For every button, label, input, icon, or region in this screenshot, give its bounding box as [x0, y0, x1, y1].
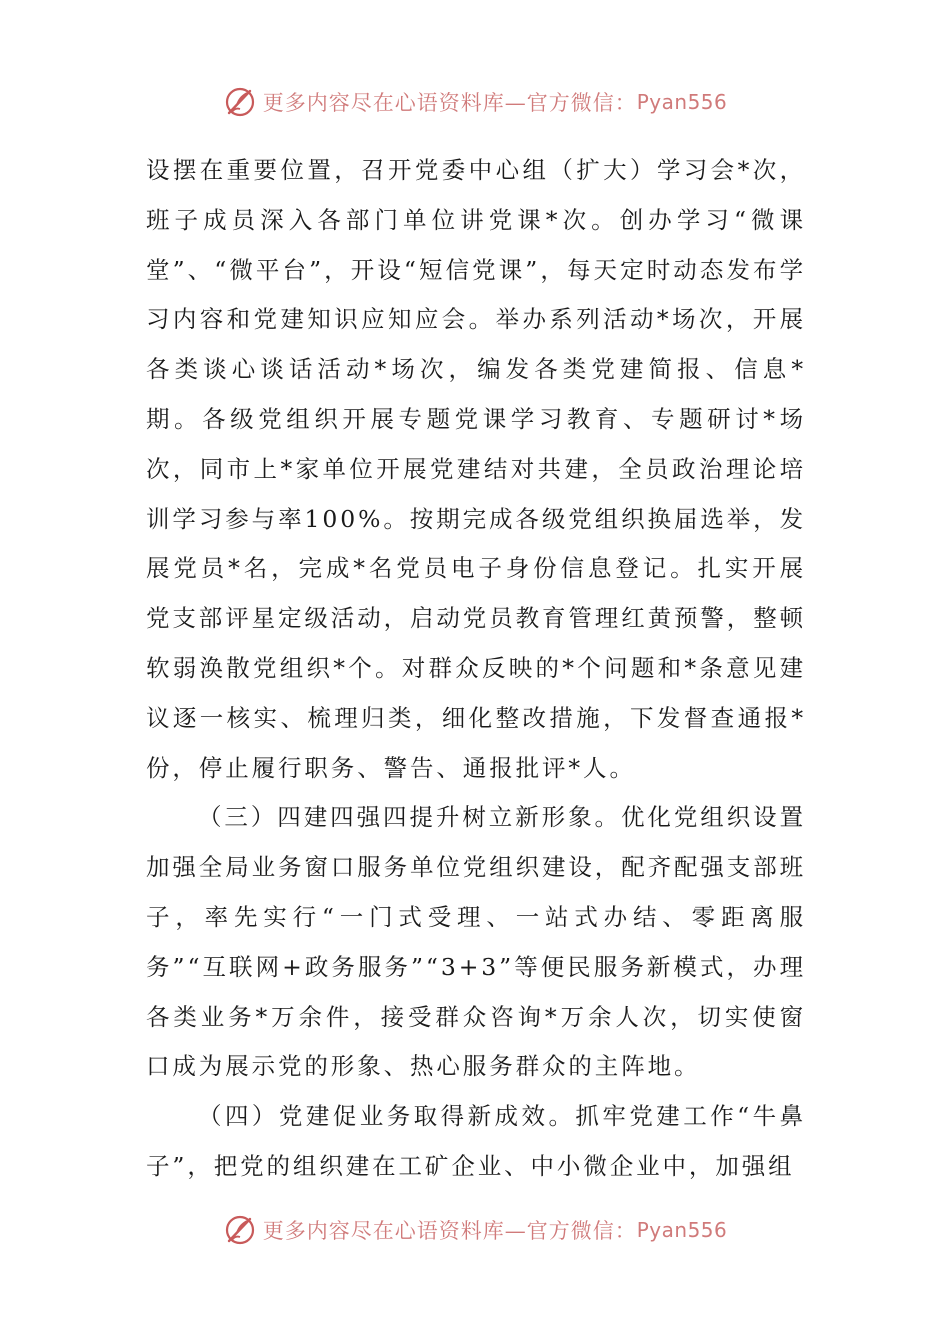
watermark-text: 更多内容尽在心语资料库—官方微信： [262, 91, 637, 115]
watermark-wechat-id: Pyan556 [636, 1218, 728, 1242]
paragraph-continued: 设摆在重要位置，召开党委中心组（扩大）学习会*次，班子成员深入各部门单位讲党课*次。创办学习“微课堂”、“微平台”，开设“短信党课”，每天定时动态发布学习内容和党建知识应知应会。举办系列活动*场次，开展各类谈心谈话活动*场次，编发各类党建简报、信息*期。各级党组织开展专题党课学习教育、专题研讨*场次，同市上*家单位开展党建结对共建，全员政治理论培训学习参与率100%。按期完成各级党组织换届选举，发展党员*名，完成*名党员电子身份信息登记。扎实开展党支部评星定级活动，启动党员教育管理红黄预警，整顿软弱涣散党组织*个。对群众反映的*个问题和*条意见建议逐一核实、梳理归类，细化整改措施，下发督查通报*份，停止履行职务、警告、通报批评*人。 [146, 156, 806, 782]
quill-logo-icon [223, 1213, 257, 1247]
paragraph-section-four: （四）党建促业务取得新成效。抓牢党建工作“牛鼻子”，把党的组织建在工矿企业、中小微企业中，加强组 [146, 1102, 806, 1180]
quill-logo-icon [223, 85, 257, 119]
document-body [146, 146, 806, 1192]
watermark-wechat-id: Pyan556 [636, 90, 728, 114]
header-watermark [0, 82, 950, 122]
paragraph-section-three: （三）四建四强四提升树立新形象。优化党组织设置加强全局业务窗口服务单位党组织建设，配齐配强支部班子，率先实行“一门式受理、一站式办结、零距离服务”“互联网+政务服务”“3+3”等便民服务新模式，办理各类业务*万余件，接受群众咨询*万余人次，切实使窗口成为展示党的形象、热心服务群众的主阵地。 [146, 803, 806, 1081]
watermark-text: 更多内容尽在心语资料库—官方微信： [262, 1219, 637, 1243]
footer-watermark [0, 1210, 950, 1250]
